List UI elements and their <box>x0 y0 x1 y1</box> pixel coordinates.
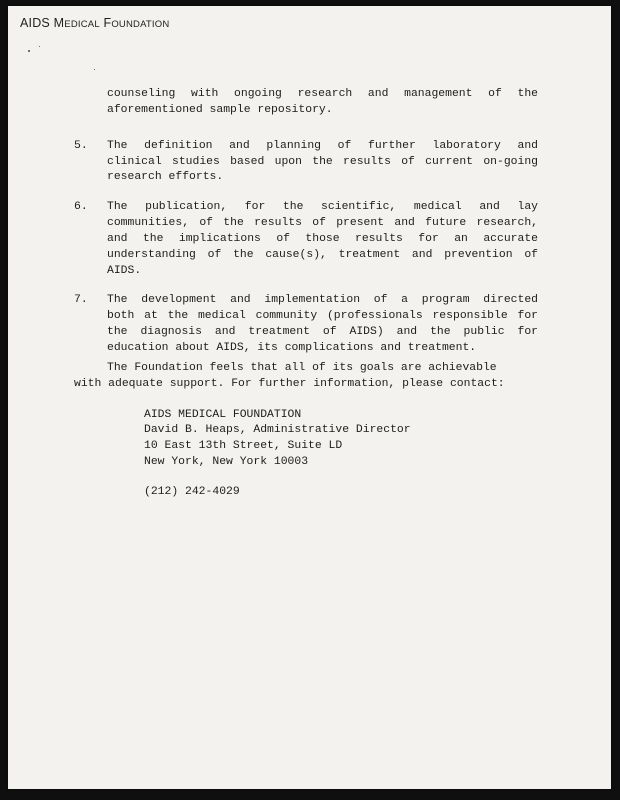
item-6-line-4: understanding of the cause(s), treatment and prevention of <box>107 249 538 261</box>
closing-line-2: with adequate support. For further information, please contact: <box>74 378 505 390</box>
item-7-line-4: education about AIDS, its complications and treatment. <box>107 342 477 354</box>
continuation-line-2: aforementioned sample repository. <box>107 104 333 116</box>
letterhead <box>20 16 169 30</box>
continuation-line-1: counseling with ongoing research and management of the <box>107 88 538 100</box>
paper-speck <box>39 46 40 47</box>
item-7-line-1: The development and implementation of a program directed <box>107 294 538 306</box>
item-7-line-2: both at the medical community (professionals responsible for <box>107 310 538 322</box>
contact-street: 10 East 13th Street, Suite LD <box>144 440 343 452</box>
item-5-line-2: clinical studies based upon the results of current on-going <box>107 156 538 168</box>
document-page <box>8 6 611 789</box>
item-5-line-3: research efforts. <box>107 171 224 183</box>
paper-speck <box>28 50 30 52</box>
contact-phone: (212) 242-4029 <box>144 486 240 498</box>
contact-person: David B. Heaps, Administrative Director <box>144 424 411 436</box>
item-7-number: 7. <box>74 294 88 306</box>
item-6-number: 6. <box>74 201 88 213</box>
item-5-number: 5. <box>74 140 88 152</box>
item-6-line-3: and the implications of those results for an accurate <box>107 233 538 245</box>
item-6-line-1: The publication, for the scientific, medical and lay <box>107 201 538 213</box>
item-6-line-5: AIDS. <box>107 265 142 277</box>
closing-line-1: The Foundation feels that all of its goals are achievable <box>107 362 497 374</box>
item-5-line-1: The definition and planning of further laboratory and <box>107 140 538 152</box>
item-6-line-2: communities, of the results of present and future research, <box>107 217 538 229</box>
letterhead-f: F <box>99 16 112 30</box>
letterhead-aids: AIDS <box>20 16 50 30</box>
letterhead-m: M <box>49 16 65 30</box>
paper-speck <box>94 69 95 70</box>
contact-city: New York, New York 10003 <box>144 456 309 468</box>
letterhead-oundation: OUNDATION <box>111 19 170 30</box>
letterhead-edical: EDICAL <box>64 19 100 30</box>
contact-org: AIDS MEDICAL FOUNDATION <box>144 409 302 421</box>
item-7-line-3: the diagnosis and treatment of AIDS) and the public for <box>107 326 538 338</box>
